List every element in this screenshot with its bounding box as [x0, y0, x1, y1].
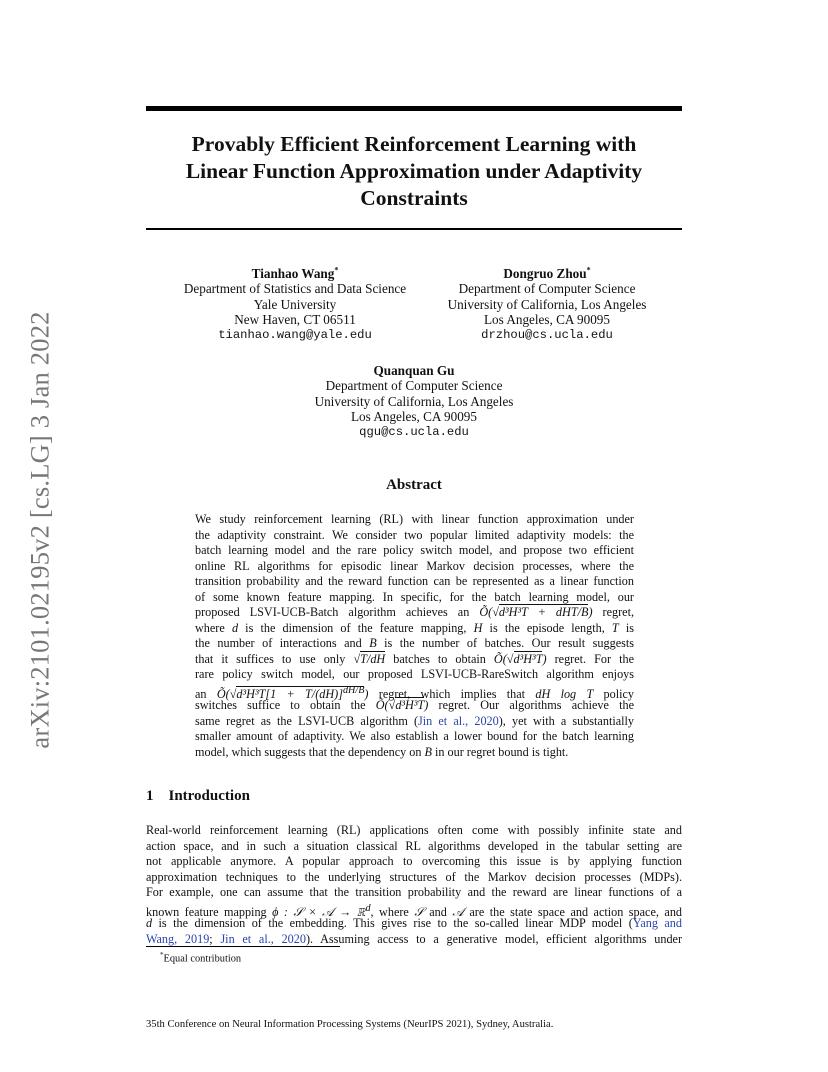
equal-contribution-mark: *	[334, 265, 339, 275]
abstract-line: where d is the dimension of the feature mapping, H is the episode length, T is	[195, 620, 634, 635]
body-line: d is the dimension of the embedding. This gives rise to the so-called linear MDP model (Yang and	[146, 916, 682, 930]
intro-paragraph	[146, 823, 682, 947]
author-institution: University of California, Los Angeles	[314, 393, 514, 409]
math-symbol: B	[424, 744, 432, 759]
author-address: Los Angeles, CA 90095	[350, 409, 477, 425]
math-symbol: H	[473, 620, 483, 635]
abstract-line: transition probability and the reward function can be represented as a linear function	[195, 574, 634, 588]
author-email: drzhou@cs.ucla.edu	[481, 327, 613, 342]
author-name: Tianhao Wang*	[251, 265, 339, 281]
abstract-line: the adaptivity constraint. We consider two popular limited adaptivity models: the	[195, 527, 634, 542]
conference-note: 35th Conference on Neural Information Processing Systems (NeurIPS 2021), Sydney, Australia.	[146, 1019, 554, 1030]
author-address: New Haven, CT 06511	[234, 312, 356, 328]
author-email: qgu@cs.ucla.edu	[359, 424, 469, 439]
author-department: Department of Computer Science	[325, 378, 503, 394]
footnote-mark: *	[160, 951, 164, 959]
math-expression: Õ(√d³H³T)	[493, 651, 547, 666]
math-expression: ϕ : 𝒮 × 𝒜 → ℝ$^d$	[272, 902, 371, 919]
math-expression: √T/dH	[353, 651, 386, 666]
math-symbol: d	[146, 916, 153, 930]
abstract-line: smaller amount of adaptivity. We also establish a lower bound for the batch learning	[195, 729, 634, 743]
section-title: Introduction	[168, 788, 250, 804]
math-expression: Õ(√d³H³T[1 + T/(dH)]$^{dH/B}$)	[216, 684, 369, 701]
title-bottom-rule	[146, 228, 682, 230]
body-line: Real-world reinforcement learning (RL) applications often come with possibly infinite state and	[146, 823, 682, 837]
title-top-rule	[146, 106, 682, 111]
abstract-line: rare policy switch model, our proposed LSVI-UCB-RareSwitch algorithm enjoys	[195, 667, 634, 681]
section-number: 1	[146, 788, 154, 804]
footnote-rule	[146, 946, 340, 947]
citation-link[interactable]: Yang and	[632, 916, 682, 930]
author-address: Los Angeles, CA 90095	[483, 312, 610, 328]
abstract-line: the number of interactions and B is the number of batches. Our result suggests	[195, 636, 634, 650]
abstract-line: same regret as the LSVI-UCB algorithm (Jin et al., 2020), yet with a substantially	[195, 713, 634, 728]
body-line: Wang, 2019; Jin et al., 2020). Assuming access to a generative model, efficient algorithms under	[146, 931, 683, 946]
equal-contribution-mark: *	[586, 265, 591, 275]
abstract-line: switches suffice to obtain the Õ(√d³H³T) regret. Our algorithms achieve the	[195, 698, 634, 712]
arxiv-identifier-text: arXiv:2101.02195v2 [cs.LG] 3 Jan 2022	[24, 311, 55, 749]
citation-link[interactable]: Jin et al., 2020	[418, 713, 499, 728]
body-line: action space, and in such a situation classical RL algorithms developed in the tabular setting are	[146, 838, 682, 853]
author-name: Quanquan Gu	[373, 363, 455, 378]
citation-link[interactable]: Jin et al., 2020	[220, 931, 306, 946]
author-email: tianhao.wang@yale.edu	[218, 327, 372, 342]
abstract-line: online RL algorithms for episodic linear Markov decision processes, where the	[195, 558, 634, 573]
abstract-body	[195, 512, 634, 760]
citation-link[interactable]: Wang, 2019	[146, 931, 210, 946]
math-expression: Õ(√d³H³T + dHT/B)	[479, 605, 593, 619]
author-institution: University of California, Los Angeles	[447, 296, 647, 312]
body-line: approximation techniques to the underlying structures of the Markov decision processes (MDPs).	[146, 869, 682, 884]
body-line: known feature mapping ϕ : 𝒮 × 𝒜 → ℝ$^d$, where 𝒮 and 𝒜 are the state space and action space, and	[146, 902, 683, 919]
author-block-zhou	[420, 266, 674, 343]
abstract-line: batch learning model and the rare policy switch model, and propose two efficient	[195, 543, 634, 557]
footnote	[160, 951, 241, 964]
author-department: Department of Computer Science	[458, 281, 636, 297]
title-line-2: Linear Function Approximation under Adaptivity	[185, 159, 643, 183]
title-line-1: Provably Efficient Reinforcement Learning with	[191, 132, 637, 156]
math-expression: Õ(√d³H³T)	[375, 698, 429, 712]
body-line: For example, one can assume that the transition probability and the reward are linear functions of a	[146, 885, 682, 899]
author-name: Dongruo Zhou*	[503, 265, 591, 281]
abstract-line: proposed LSVI-UCB-Batch algorithm achieves an Õ(√d³H³T + dHT/B) regret,	[195, 605, 634, 619]
math-symbol: B	[369, 636, 377, 650]
abstract-line: an Õ(√d³H³T[1 + T/(dH)]$^{dH/B}$) regret, which implies that dH log T policy	[195, 684, 634, 701]
abstract-line: that it suffices to use only √T/dH batches to obtain Õ(√d³H³T) regret. For the	[195, 651, 634, 666]
abstract-line: model, which suggests that the dependency on B in our regret bound is tight.	[195, 744, 569, 759]
author-block-wang	[160, 266, 430, 343]
math-symbol: T	[611, 620, 619, 635]
math-symbol: 𝒮	[414, 904, 424, 919]
paper-title	[146, 131, 682, 212]
title-line-3: Constraints	[360, 186, 468, 210]
author-institution: Yale University	[253, 296, 337, 312]
abstract-line: of some known feature mapping. In specific, for the batch learning model, our	[195, 589, 634, 604]
author-block-gu	[279, 363, 549, 440]
arxiv-identifier	[20, 295, 60, 765]
math-symbol: d	[231, 620, 239, 635]
footnote-text: Equal contribution	[163, 953, 242, 965]
abstract-heading: Abstract	[386, 477, 442, 493]
math-expression: dH log T	[535, 686, 594, 701]
section-heading	[146, 788, 250, 805]
math-symbol: 𝒜	[452, 904, 464, 919]
body-line: not applicable anymore. A popular approach to overcoming this issue is by applying function	[146, 854, 682, 868]
author-department: Department of Statistics and Data Science	[183, 281, 407, 297]
abstract-line: We study reinforcement learning (RL) with linear function approximation under	[195, 512, 634, 526]
